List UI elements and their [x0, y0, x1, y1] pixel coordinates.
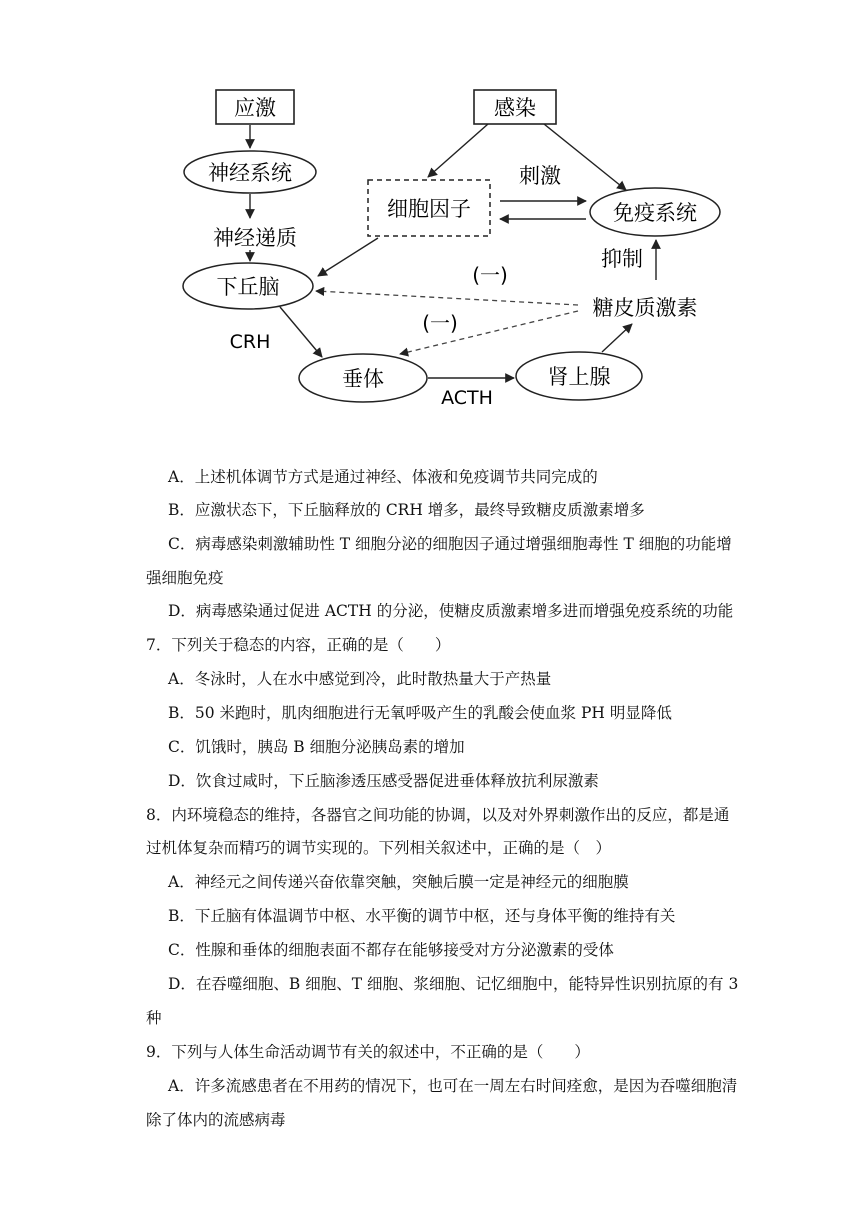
- q6-option-a: A．上述机体调节方式是通过神经、体液和免疫调节共同完成的: [168, 468, 598, 486]
- q7-option-c: C．饥饿时，胰岛 B 细胞分泌胰岛素的增加: [168, 738, 465, 756]
- regulation-diagram: [0, 0, 860, 430]
- stimulate-label: 刺激: [519, 164, 561, 188]
- arrow-hypothalamus-pituitary: [280, 307, 322, 357]
- q7-option-b: B．50 米跑时，肌肉细胞进行无氧呼吸产生的乳酸会使血浆 PH 明显降低: [168, 704, 672, 722]
- q6-option-b: B．应激状态下，下丘脑释放的 CRH 增多，最终导致糖皮质激素增多: [168, 501, 645, 519]
- cytokine-label: 细胞因子: [387, 197, 471, 221]
- q8-stem: 8．内环境稳态的维持，各器官之间功能的协调，以及对外界刺激作出的反应，都是通: [146, 806, 730, 824]
- q7-stem: 7．下列关于稳态的内容，正确的是（ ）: [146, 636, 451, 654]
- arrow-cytokine-hypothalamus: [318, 238, 378, 276]
- arrow-adrenal-glucocorticoid: [602, 324, 632, 352]
- negative-label-1: (一): [472, 263, 508, 287]
- q7-option-d: D．饮食过咸时，下丘脑渗透压感受器促进垂体释放抗利尿激素: [168, 772, 599, 790]
- adrenal-label: 肾上腺: [547, 365, 611, 389]
- q6-option-c: C．病毒感染刺激辅助性 T 细胞分泌的细胞因子通过增强细胞毒性 T 细胞的功能增: [168, 535, 732, 553]
- q8-option-b: B．下丘脑有体温调节中枢、水平衡的调节中枢，还与身体平衡的维持有关: [168, 907, 676, 925]
- q8-option-d-continued: 种: [146, 1009, 162, 1027]
- q6-option-d: D．病毒感染通过促进 ACTH 的分泌，使糖皮质激素增多进而增强免疫系统的功能: [168, 602, 734, 620]
- q8-option-d: D．在吞噬细胞、B 细胞、T 细胞、浆细胞、记忆细胞中，能特异性识别抗原的有 3: [168, 975, 739, 993]
- hypothalamus-label: 下丘脑: [216, 275, 280, 299]
- q8-option-a: A．神经元之间传递兴奋依靠突触，突触后膜一定是神经元的细胞膜: [168, 873, 629, 891]
- pituitary-label: 垂体: [342, 367, 384, 391]
- inhibit-label: 抑制: [601, 247, 643, 271]
- glucocorticoid-label: 糖皮质激素: [592, 296, 698, 320]
- arrow-glucocorticoid-hypothalamus-dashed: [316, 291, 578, 305]
- q8-option-c: C．性腺和垂体的细胞表面不都存在能够接受对方分泌激素的受体: [168, 941, 614, 959]
- q7-option-a: A．冬泳时，人在水中感觉到冷，此时散热量大于产热量: [168, 670, 552, 688]
- nervous-system-label: 神经系统: [208, 161, 292, 185]
- negative-label-2: (一): [422, 311, 458, 335]
- q9-stem: 9．下列与人体生命活动调节有关的叙述中，不正确的是（ ）: [146, 1043, 590, 1061]
- acth-label: ACTH: [441, 387, 493, 409]
- crh-label: CRH: [229, 331, 271, 353]
- immune-system-label: 免疫系统: [613, 201, 697, 225]
- stress-label: 应激: [234, 96, 276, 120]
- q9-option-a: A．许多流感患者在不用药的情况下，也可在一周左右时间痊愈，是因为吞噬细胞清: [168, 1077, 738, 1095]
- arrow-infection-cytokine: [428, 124, 488, 177]
- q6-option-c-continued: 强细胞免疫: [146, 569, 224, 587]
- q8-stem-continued: 过机体复杂而精巧的调节实现的。下列相关叙述中，正确的是（ ）: [146, 839, 612, 857]
- neurotransmitter-label: 神经递质: [213, 226, 297, 250]
- infection-label: 感染: [494, 96, 536, 120]
- q9-option-a-continued: 除了体内的流感病毒: [146, 1111, 286, 1129]
